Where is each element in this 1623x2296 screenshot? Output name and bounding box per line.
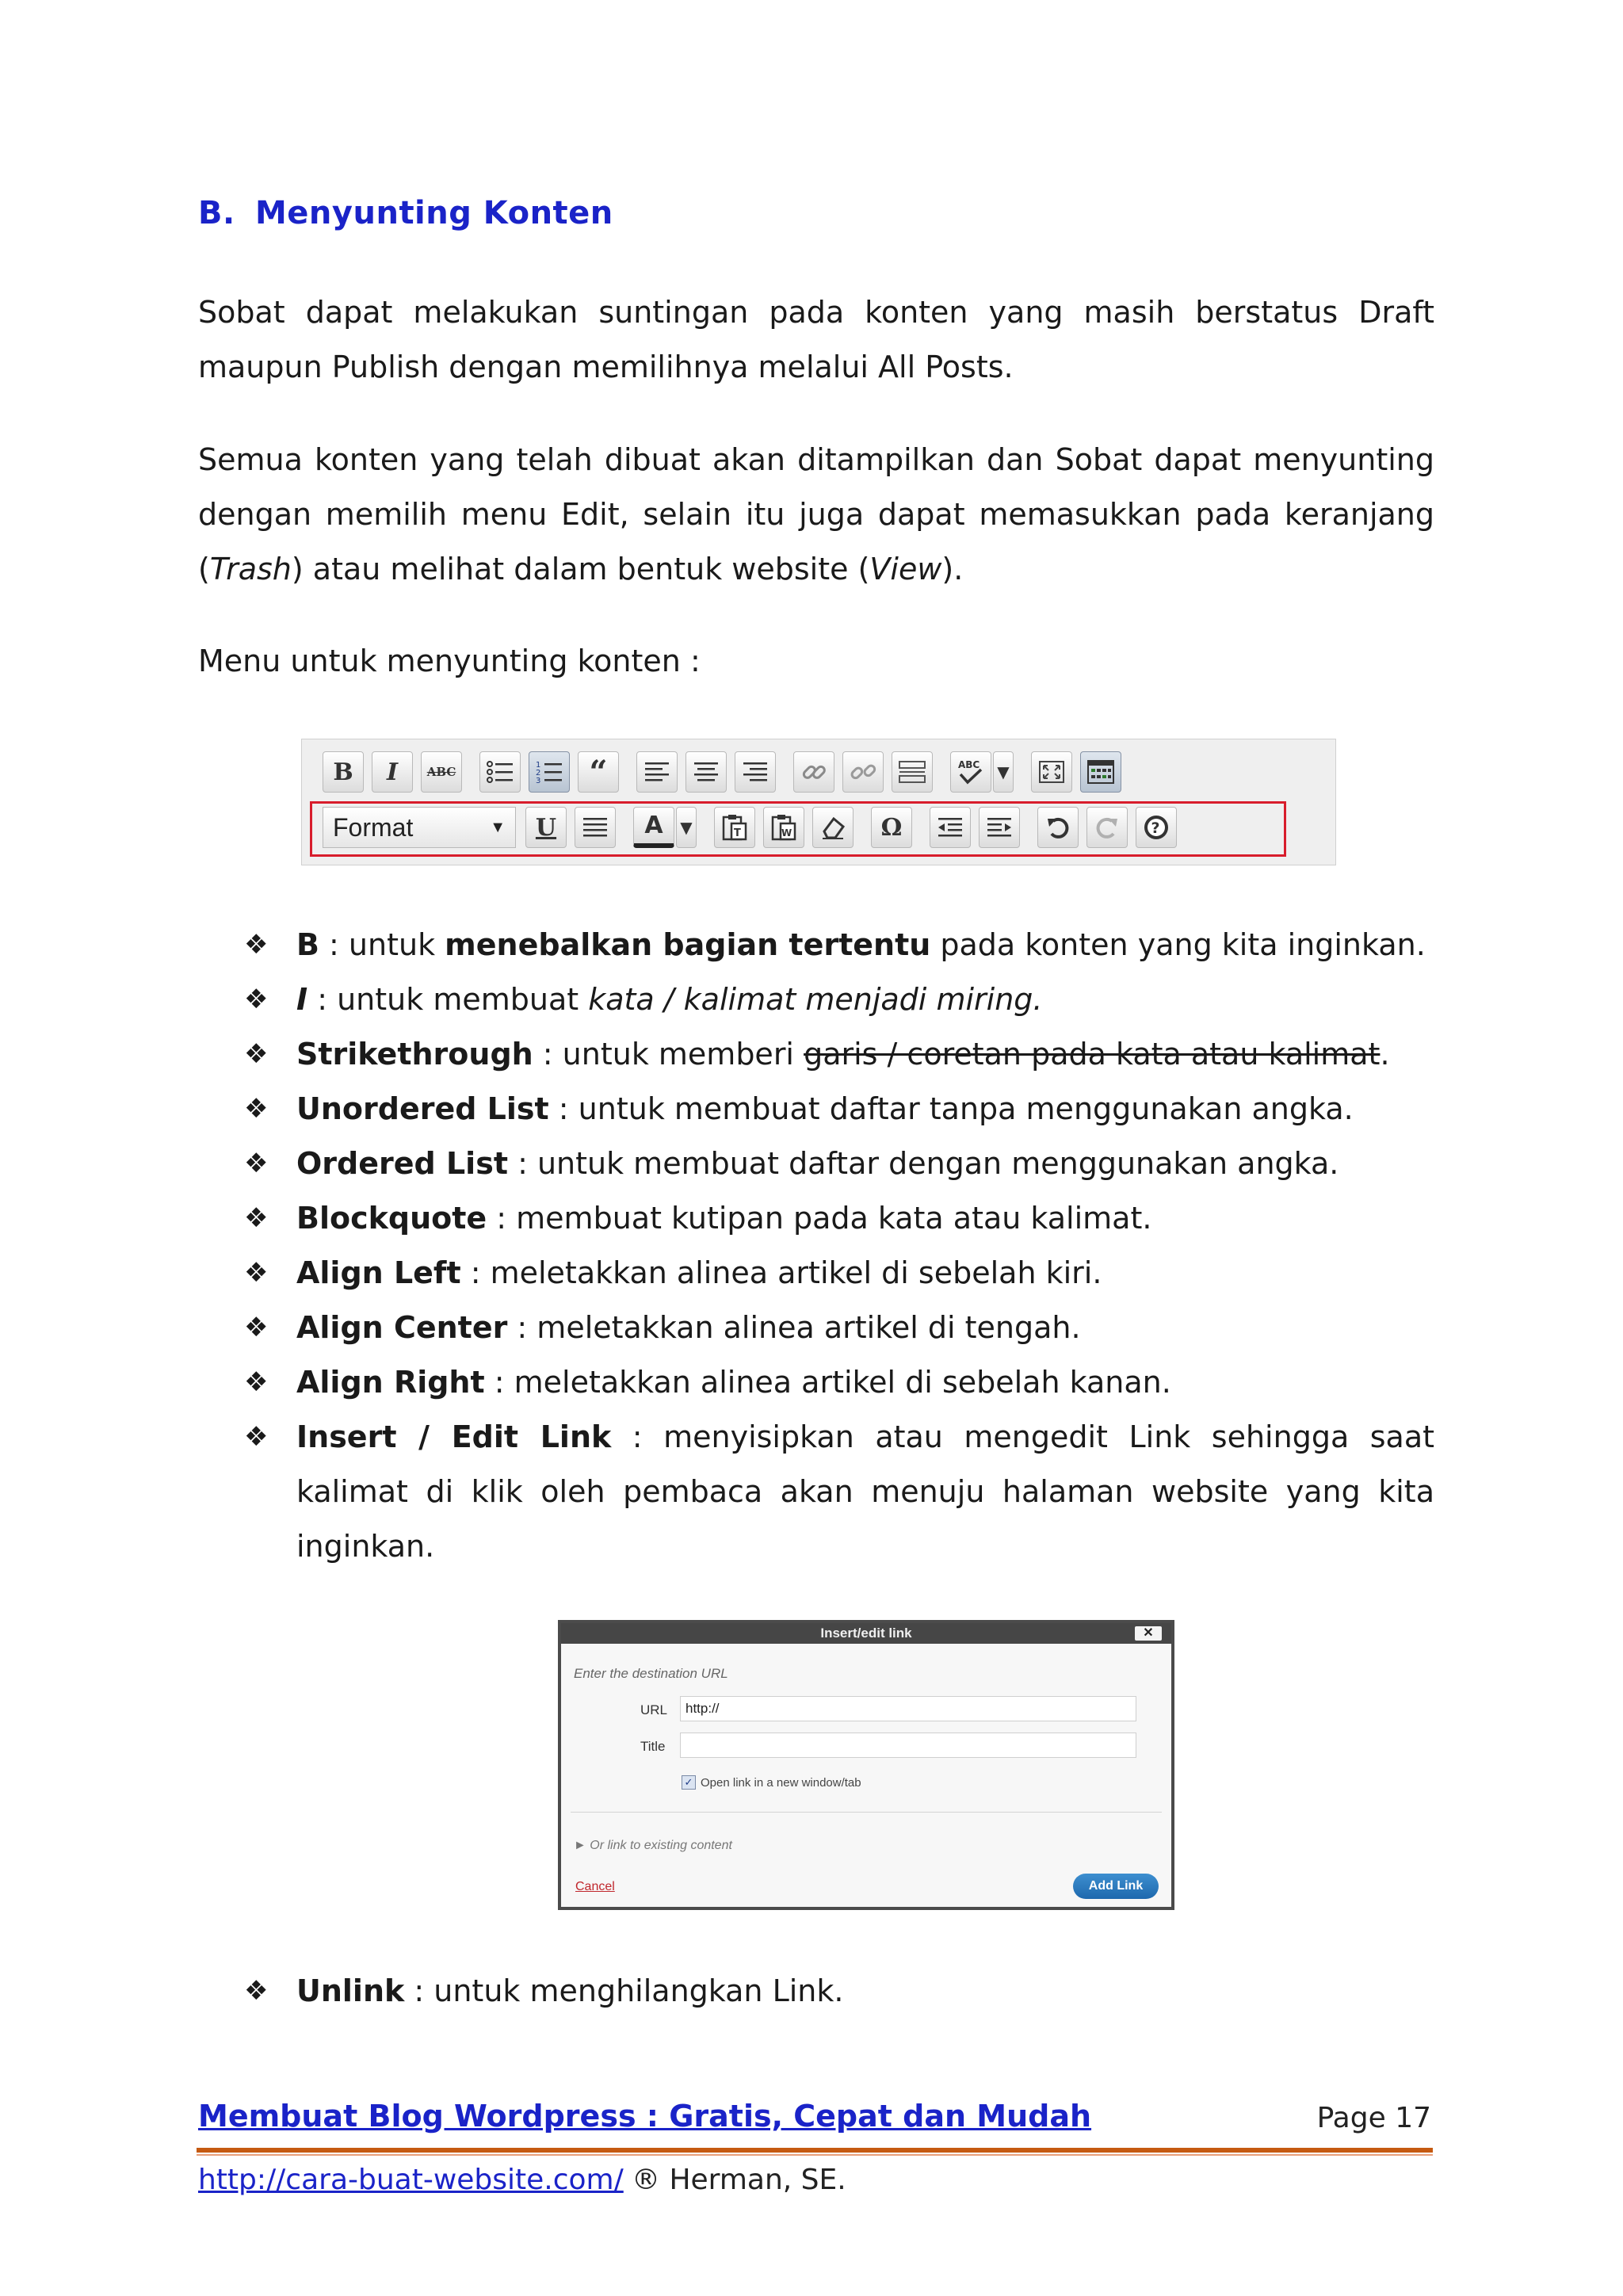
more-tag-icon[interactable] xyxy=(892,751,933,793)
list-item xyxy=(238,918,1434,972)
unlink-list xyxy=(238,1964,1434,2019)
list-item xyxy=(238,1137,1434,1191)
list-item xyxy=(238,1191,1434,1246)
list-line: kalimat di klik oleh pembaca akan menuju halaman website yang kita xyxy=(296,1474,1434,1509)
list-strike: garis / coretan pada kata atau kalimat xyxy=(804,1037,1381,1072)
diamond-bullet-icon: ❖ xyxy=(244,1421,269,1453)
dialog-subtitle: Enter the destination URL xyxy=(574,1666,728,1681)
align-right-icon[interactable] xyxy=(735,751,776,793)
list-term: Strikethrough xyxy=(296,1037,533,1072)
existing-content-toggle[interactable]: ► Or link to existing content xyxy=(574,1839,732,1852)
list-item xyxy=(238,1301,1434,1355)
diamond-bullet-icon: ❖ xyxy=(244,1202,269,1234)
list-item xyxy=(238,1082,1434,1137)
fullscreen-icon[interactable] xyxy=(1031,751,1072,793)
title-input[interactable] xyxy=(680,1733,1136,1758)
toolbar-row-1 xyxy=(323,747,1129,797)
list-term: Unlink xyxy=(296,1973,405,2008)
strikethrough-icon[interactable]: ABC xyxy=(421,751,462,793)
svg-text:3: 3 xyxy=(536,777,541,785)
list-item xyxy=(238,1355,1434,1410)
list-term: Ordered List xyxy=(296,1146,508,1181)
svg-text:ABC: ABC xyxy=(958,759,980,770)
italic-icon[interactable]: I xyxy=(372,751,413,793)
redo-icon[interactable] xyxy=(1086,807,1128,848)
insert-link-dialog-image xyxy=(558,1620,1174,1910)
toolbar-description-list xyxy=(238,918,1434,1574)
list-term: Align Left xyxy=(296,1255,461,1290)
footer-rule xyxy=(197,2148,1433,2153)
list-term: Insert / Edit Link xyxy=(296,1419,612,1454)
list-text: : meletakkan alinea artikel di sebelah kiri. xyxy=(460,1255,1102,1290)
list-item xyxy=(238,1246,1434,1301)
underline-icon[interactable]: U xyxy=(525,807,567,848)
spellcheck-icon[interactable] xyxy=(950,751,991,793)
paragraph-3-text: Menu untuk menyunting konten : xyxy=(198,644,701,678)
footer-title-link[interactable]: Membuat Blog Wordpress : Gratis, Cepat dan Mudah xyxy=(198,2099,1092,2134)
list-text: : meletakkan alinea artikel di sebelah kanan. xyxy=(484,1365,1171,1400)
paste-word-icon[interactable] xyxy=(763,807,804,848)
list-term: Align Right xyxy=(296,1365,485,1400)
toolbar-row-2 xyxy=(323,803,1185,852)
clear-formatting-icon[interactable] xyxy=(812,807,854,848)
diamond-bullet-icon: ❖ xyxy=(244,1366,269,1398)
list-text: : menyisipkan atau mengedit Link sehingga saat xyxy=(611,1419,1435,1454)
section-heading xyxy=(198,195,613,231)
title-label: Title xyxy=(640,1739,666,1754)
diamond-bullet-icon: ❖ xyxy=(244,1148,269,1179)
list-text: : untuk membuat daftar tanpa menggunakan angka. xyxy=(548,1091,1354,1126)
unlink-icon[interactable] xyxy=(842,751,884,793)
paragraph-1-line-2: maupun Publish dengan memilihnya melalui All Posts. xyxy=(198,350,1014,384)
page-number: Page 17 xyxy=(1316,2102,1431,2134)
list-term: Align Center xyxy=(296,1310,508,1345)
diamond-bullet-icon: ❖ xyxy=(244,1975,269,2007)
paragraph-2-line-2: dengan memilih menu Edit, selain itu juga dapat memasukkan pada keranjang xyxy=(198,497,1434,532)
list-line: inginkan. xyxy=(296,1529,435,1564)
svg-text:1: 1 xyxy=(536,761,541,770)
close-icon[interactable]: ✕ xyxy=(1135,1626,1162,1641)
list-term: Blockquote xyxy=(296,1201,487,1236)
diamond-bullet-icon: ❖ xyxy=(244,1038,269,1070)
list-text: . xyxy=(1380,1037,1390,1072)
paragraph-2-line-3 xyxy=(198,542,1434,597)
list-emphasis: menebalkan bagian tertentu xyxy=(445,927,931,962)
text-fragment: ). xyxy=(941,552,964,586)
diamond-bullet-icon: ❖ xyxy=(244,929,269,961)
paragraph-1 xyxy=(198,285,1434,395)
text-fragment: ) atau melihat dalam bentuk website ( xyxy=(291,552,870,586)
list-text: : membuat kutipan pada kata atau kalimat. xyxy=(487,1201,1152,1236)
undo-icon[interactable] xyxy=(1037,807,1079,848)
section-title: Menyunting Konten xyxy=(255,195,613,231)
format-select-value: Format xyxy=(333,812,414,842)
list-line xyxy=(296,1410,1434,1465)
checkbox-check-icon: ✓ xyxy=(682,1775,696,1790)
list-term: B xyxy=(296,927,319,962)
ordered-list-icon[interactable] xyxy=(529,751,570,793)
list-text: : untuk membuat daftar dengan menggunakan angka. xyxy=(507,1146,1339,1181)
url-label: URL xyxy=(640,1702,668,1717)
outdent-icon[interactable] xyxy=(930,807,971,848)
format-select[interactable] xyxy=(323,807,516,848)
trash-term: Trash xyxy=(209,552,292,586)
align-center-icon[interactable] xyxy=(685,751,727,793)
text-color-icon[interactable]: A xyxy=(633,807,674,848)
checkbox-label: Open link in a new window/tab xyxy=(701,1775,861,1790)
list-item xyxy=(238,1410,1434,1574)
svg-text:?: ? xyxy=(1151,819,1160,837)
footer-rule-thin xyxy=(197,2154,1433,2156)
special-character-icon[interactable]: Ω xyxy=(871,807,912,848)
link-icon[interactable] xyxy=(793,751,834,793)
paragraph-3 xyxy=(198,634,1434,689)
chevron-down-icon[interactable]: ▼ xyxy=(993,751,1014,793)
paragraph-2 xyxy=(198,433,1434,597)
chevron-down-icon: ▼ xyxy=(490,818,506,836)
footer-author: ® Herman, SE. xyxy=(632,2164,846,2196)
diamond-bullet-icon: ❖ xyxy=(244,1093,269,1125)
text-fragment: ( xyxy=(198,552,210,586)
svg-text:2: 2 xyxy=(536,769,541,777)
align-left-icon[interactable] xyxy=(636,751,678,793)
list-term: Unordered List xyxy=(296,1091,549,1126)
bold-icon[interactable]: B xyxy=(323,751,364,793)
list-item xyxy=(238,1964,1434,2019)
diamond-bullet-icon: ❖ xyxy=(244,984,269,1015)
svg-text:T: T xyxy=(734,827,741,839)
paste-text-icon[interactable] xyxy=(714,807,755,848)
list-text: : untuk memberi xyxy=(533,1037,804,1072)
diamond-bullet-icon: ❖ xyxy=(244,1312,269,1343)
footer-url-link[interactable]: http://cara-buat-website.com/ xyxy=(198,2164,624,2196)
divider xyxy=(571,1812,1162,1813)
list-text: : untuk membuat xyxy=(307,982,589,1017)
view-term: View xyxy=(869,552,942,586)
add-link-button[interactable]: Add Link xyxy=(1073,1874,1159,1899)
list-emphasis: kata / kalimat menjadi miring. xyxy=(588,982,1043,1017)
editor-toolbar-image xyxy=(301,739,1336,865)
url-input[interactable]: http:// xyxy=(680,1696,1136,1721)
paragraph-1-line-1: Sobat dapat melakukan suntingan pada konten yang masih berstatus Draft xyxy=(198,295,1434,330)
list-text: pada konten yang kita inginkan. xyxy=(930,927,1426,962)
list-text: : untuk xyxy=(319,927,445,962)
paragraph-2-line-1: Semua konten yang telah dibuat akan ditampilkan dan Sobat dapat menyunting xyxy=(198,442,1434,477)
chevron-down-icon[interactable]: ▼ xyxy=(676,807,697,848)
unordered-list-icon[interactable] xyxy=(479,751,521,793)
section-number: B. xyxy=(198,195,235,231)
kitchen-sink-icon[interactable] xyxy=(1080,751,1121,793)
svg-text:W: W xyxy=(781,827,792,839)
dialog-titlebar xyxy=(561,1623,1171,1644)
help-icon[interactable] xyxy=(1136,807,1177,848)
justify-icon[interactable] xyxy=(575,807,616,848)
blockquote-icon[interactable]: “ xyxy=(578,751,619,793)
dialog-title: Insert/edit link xyxy=(820,1626,912,1641)
list-text: : meletakkan alinea artikel di tengah. xyxy=(507,1310,1081,1345)
list-item xyxy=(238,972,1434,1027)
cancel-link[interactable]: Cancel xyxy=(575,1880,615,1893)
list-text: : untuk menghilangkan Link. xyxy=(404,1973,844,2008)
list-term: I xyxy=(296,982,308,1017)
indent-icon[interactable] xyxy=(979,807,1020,848)
list-item xyxy=(238,1027,1434,1082)
new-window-checkbox[interactable] xyxy=(682,1775,861,1790)
diamond-bullet-icon: ❖ xyxy=(244,1257,269,1289)
